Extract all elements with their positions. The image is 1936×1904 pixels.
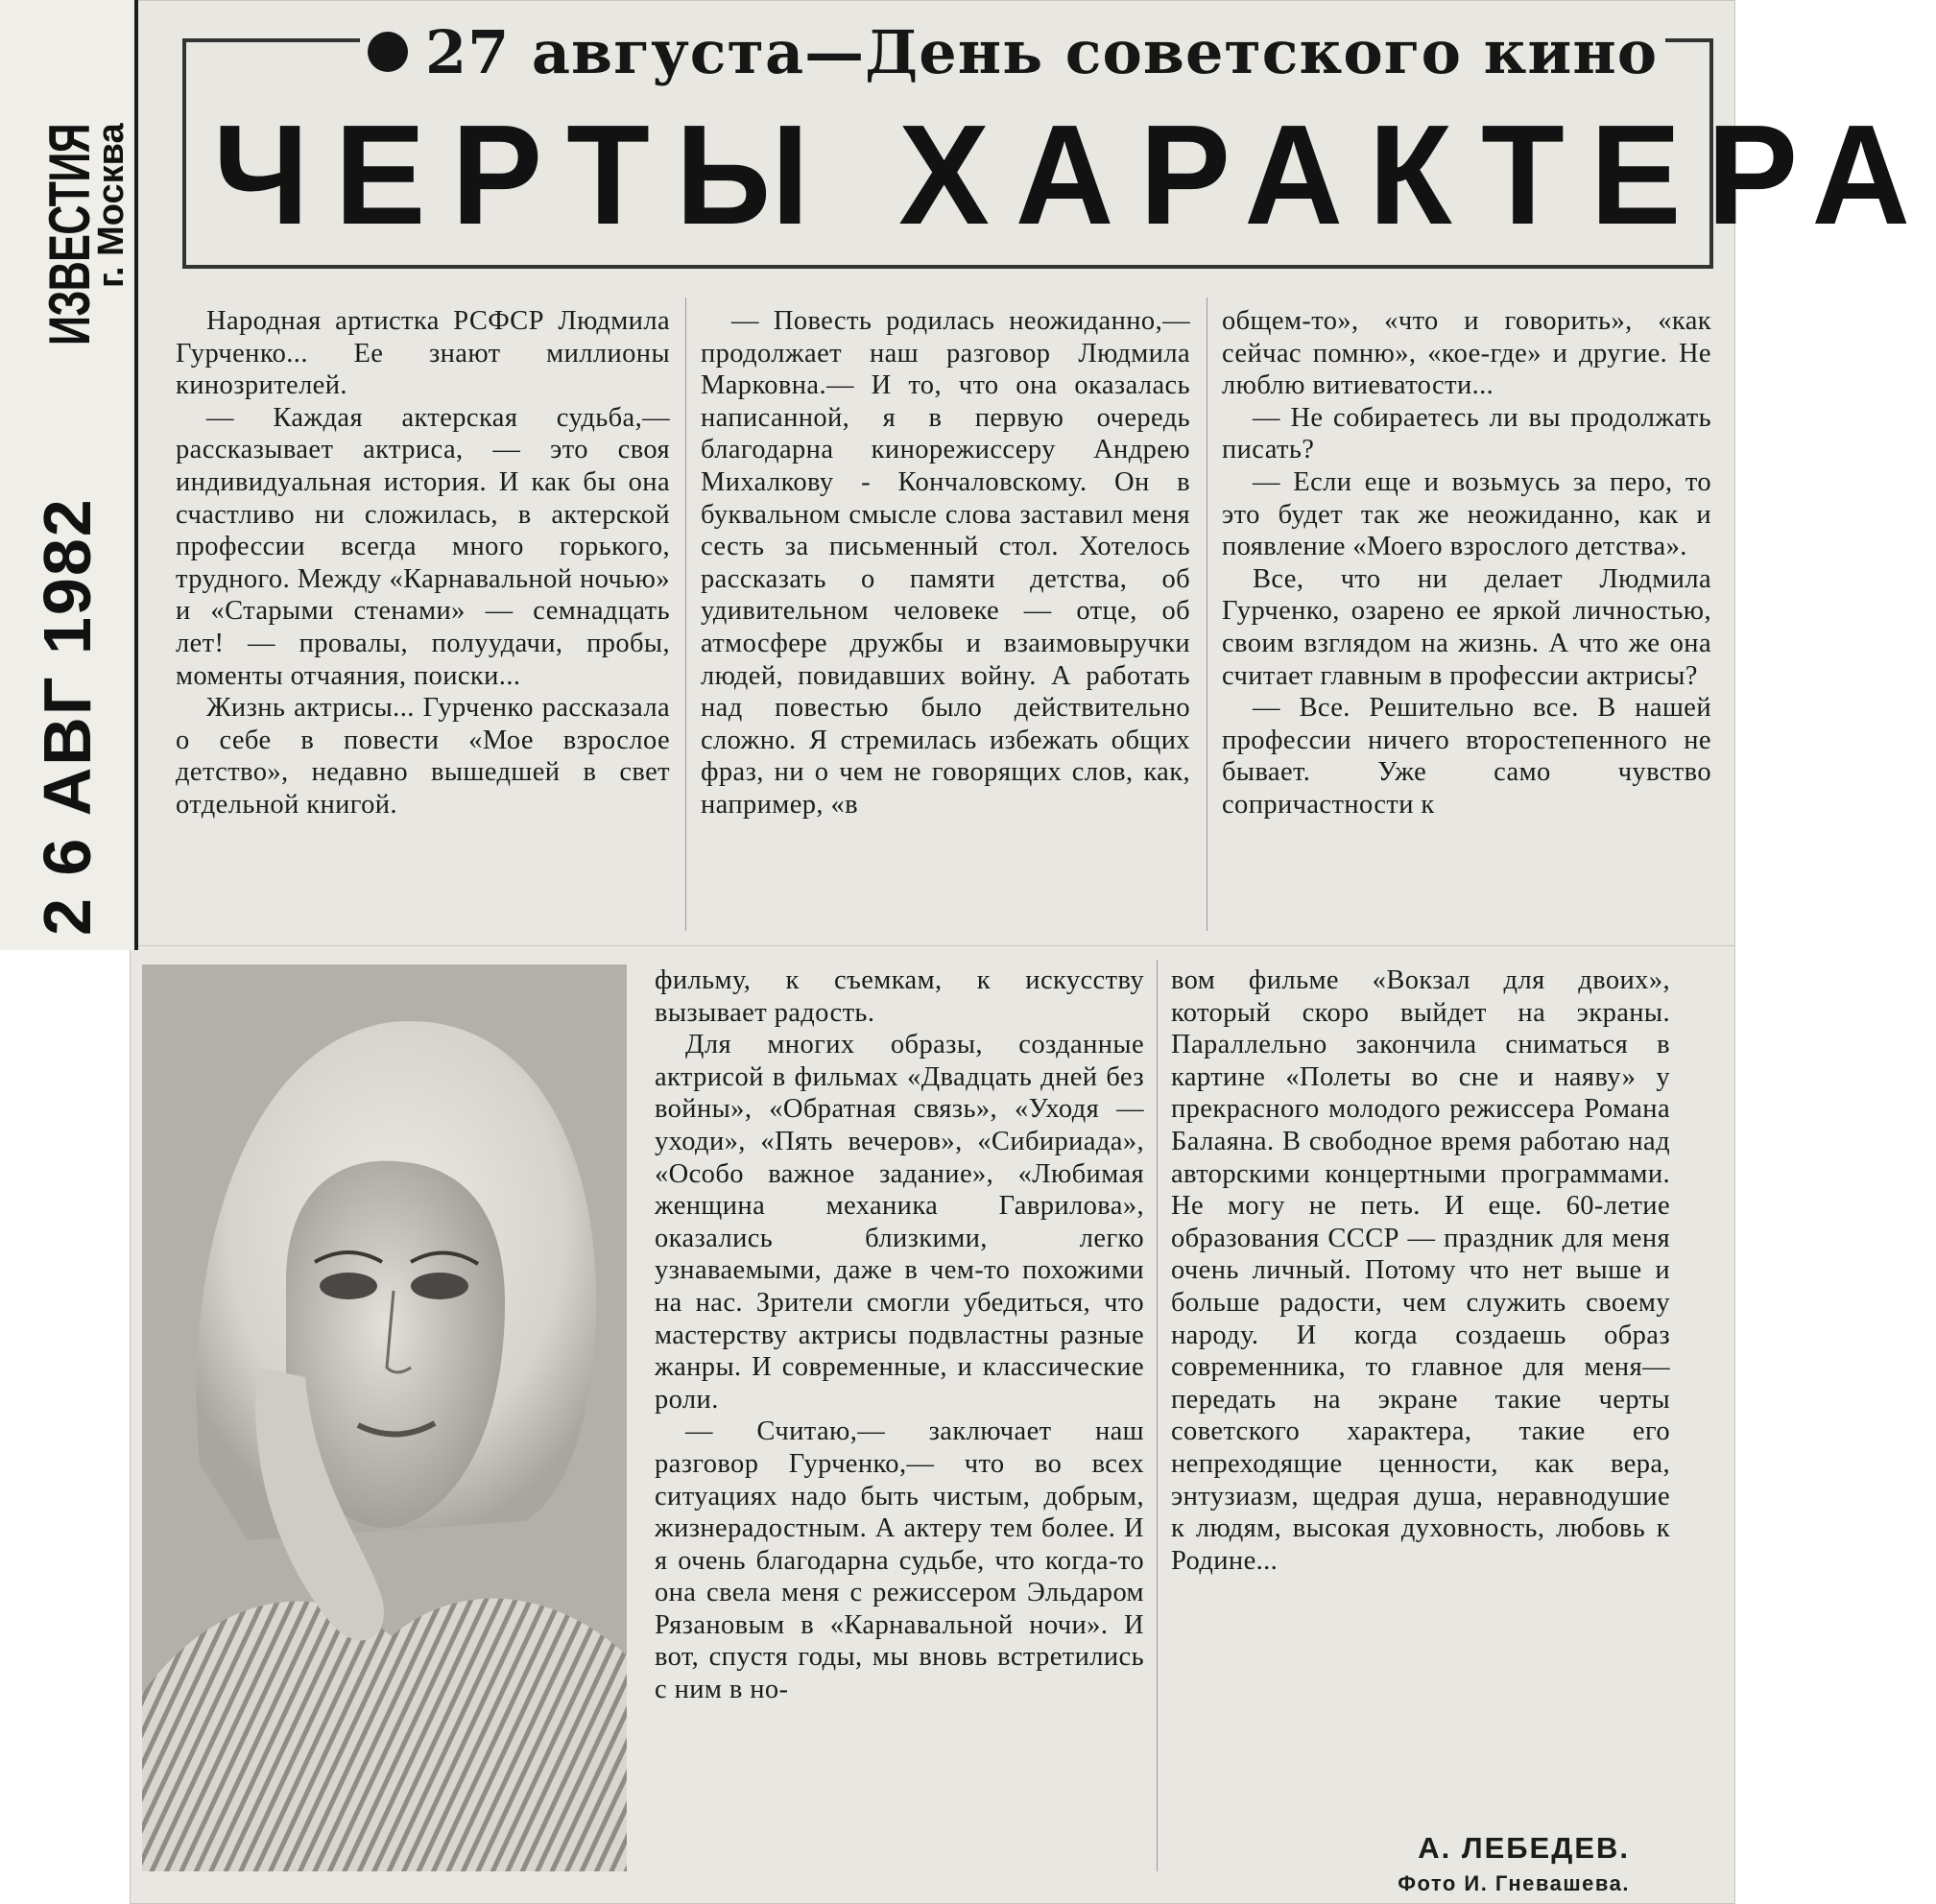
article-paragraph: — Каждая актерская судьба,—рассказывает актриса, — это своя индивидуальная история. И как бы она счастливо ни сложилась, в актерской профессии всегда много горького, трудного. Между «Карнавальной ночью» и «Старыми стенами» — семнадцать лет! — провалы, полуудачи, пробы, моменты отчаяния, поиски... [176,402,670,691]
column-rule-1 [685,298,686,931]
text-column-2 [701,305,1190,821]
text-column-3 [1222,305,1711,821]
article-paragraph: Все, что ни делает Людмила Гурченко, озарено ее яркой личностью, своим взглядом на жизнь. А что же она считает главным в профессии актрисы? [1222,563,1711,691]
article-paragraph: фильму, к съемкам, к искусству вызывает радость. [655,965,1144,1028]
text-column-4 [655,964,1144,1706]
article-paragraph: Для многих образы, созданные актрисой в фильмах «Двадцать дней без войны», «Обратная связь», «Уходя — уходи», «Пять вечеров», «Сибириада», «Особо важное задание», «Любимая женщина механика Гаврилова», оказались близкими, легко узнаваемыми, даже в чем-то похожими на нас. Зрители смогли убедиться, что мастерству актрисы подвластны разные жанры. И современные, и классические роли. [655,1030,1144,1415]
text-column-5 [1171,964,1670,1577]
kicker-text: 27 августа—День советского кино [425,17,1659,87]
bullet-icon [368,32,408,72]
archive-stamp [0,0,134,950]
article-paragraph: Жизнь актрисы... Гурченко рассказала о себе в повести «Мое взрослое детство», недавно вышедшей в свет отдельной книгой. [176,693,670,820]
stamp-city: г. Москва [91,123,131,288]
article-paragraph: — Считаю,— заключает наш разговор Гурченко,— что во всех ситуациях надо быть чистым, добрым, жизнерадостным. А актеру тем более. И я очень благодарна судьбе, что когда-то она свела меня с режиссером Эльдаром Рязановым в «Карнавальной ночи». И вот, спустя годы, мы вновь встретились с ним в но- [655,1416,1144,1705]
stamp-divider [134,0,138,950]
article-paragraph: вом фильме «Вокзал для двоих», который скоро выйдет на экраны. Параллельно закончила сниматься в картине «Полеты во сне и наяву» у прекрасного молодого режиссера Романа Балаяна. В свободное время работаю над авторскими концертными программами. Не могу не петь. И еще. 60-летие образования СССР — праздник для меня очень личный. Потому что нет выше и больше радости, чем служить своему народу. И когда создаешь образ современника, то главное для меня—передать на экране такие черты советского характера, такие его непреходящие ценности, как вера, энтузиазм, щедрая душа, неравнодушие к людям, высокая духовность, любовь к Родине... [1171,965,1670,1576]
article-paragraph: общем-то», «что и говорить», «как сейчас помню», «кое-где» и другие. Не люблю витиеватости... [1222,306,1711,401]
portrait-photo [142,964,627,1871]
article-paragraph: — Если еще и возьмусь за перо, то это будет так же неожиданно, как и появление «Моего взрослого детства». [1222,466,1711,562]
stamp-newspaper-name: ИЗВЕСТИЯ [37,124,102,345]
column-rule-3 [1157,960,1158,1871]
stamp-date: 2 6 АВГ 1982 [30,497,105,936]
article-paragraph: Народная артистка РСФСР Людмила Гурченко... Ее знают миллионы кинозрителей. [176,306,670,401]
article-paragraph: — Все. Решительно все. В нашей профессии ничего второстепенного не бывает. Уже само чувство сопричастности к [1222,693,1711,820]
kicker-line [360,17,1665,87]
article-paragraph: — Не собираетесь ли вы продолжать писать? [1222,402,1711,465]
article-headline: ЧЕРТЫ ХАРАКТЕРА [213,96,1936,254]
portrait-illustration [142,964,627,1871]
author-signature: А. ЛЕБЕДЕВ. [1418,1831,1630,1865]
article-paragraph: — Повесть родилась неожиданно,— продолжает наш разговор Людмила Марковна.— И то, что она оказалась написанной, я в первую очередь благодарна кинорежиссеру Андрею Михалкову - Кончаловскому. Он в буквальном смысле слова заставил меня сесть за письменный стол. Хотелось рассказать о памяти детства, об удивительном человеке — отце, об атмосфере дружбы и взаимовыручки людей, повидавших войну. А работать над повестью было действительно сложно. Я стремилась избежать общих фраз, ни о чем не говорящих слов, как, например, «в [701,306,1190,820]
text-column-1 [176,305,670,821]
photo-credit: Фото И. Гневашева. [1398,1871,1630,1895]
